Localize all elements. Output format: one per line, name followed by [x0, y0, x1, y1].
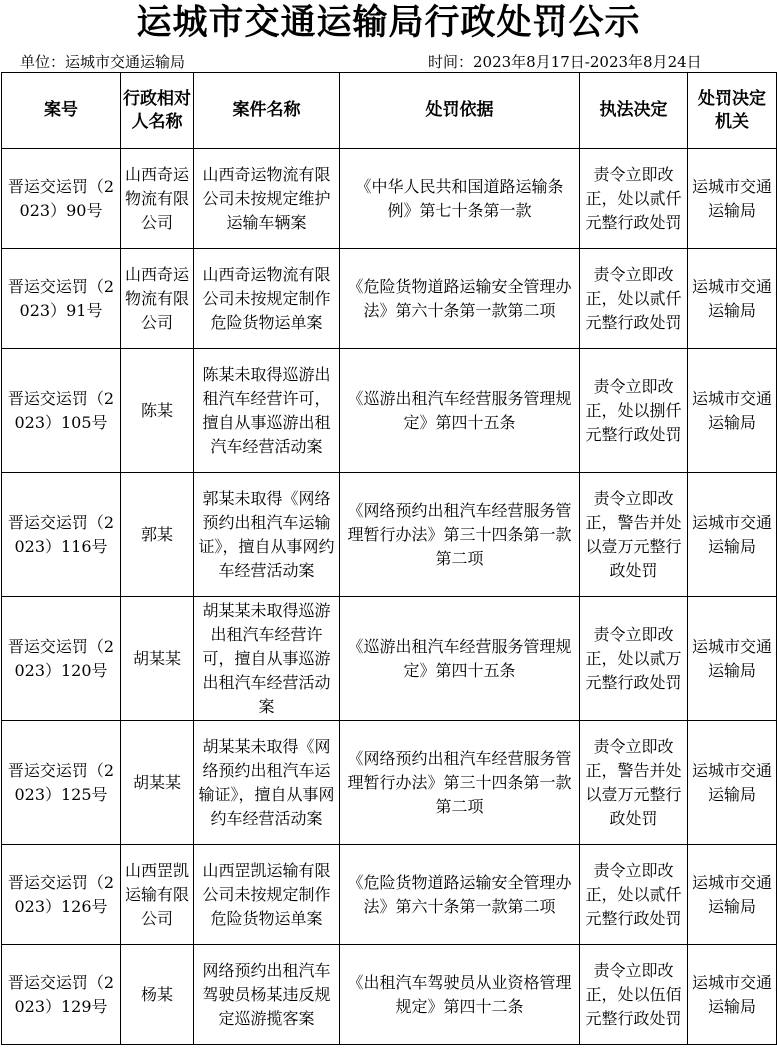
cell-case-name: 网络预约出租汽车驾驶员杨某违反规定巡游揽客案 [194, 945, 340, 1045]
cell-case-name: 胡某某未取得巡游出租汽车经营许可，擅自从事巡游出租汽车经营活动案 [194, 597, 340, 721]
cell-case-no: 晋运交运罚（2023）125号 [2, 721, 121, 845]
cell-basis: 《巡游出租汽车经营服务管理规定》第四十五条 [340, 597, 580, 721]
table-row [2, 249, 777, 349]
cell-basis: 《出租汽车驾驶员从业资格管理规定》第四十二条 [340, 945, 580, 1045]
meta-line [0, 46, 777, 72]
cell-authority: 运城市交通运输局 [688, 349, 777, 473]
header-basis: 处罚依据 [340, 73, 580, 149]
table-row [2, 473, 777, 597]
cell-decision: 责令立即改正，处以贰万元整行政处罚 [580, 597, 688, 721]
cell-case-no: 晋运交运罚（2023）120号 [2, 597, 121, 721]
table-row [2, 721, 777, 845]
cell-decision: 责令立即改正，处以伍佰元整行政处罚 [580, 945, 688, 1045]
cell-authority: 运城市交通运输局 [688, 845, 777, 945]
header-party: 行政相对人名称 [121, 73, 194, 149]
table-row [2, 349, 777, 473]
cell-party: 陈某 [121, 349, 194, 473]
cell-case-name: 山西罡凯运输有限公司未按规定制作危险货物运单案 [194, 845, 340, 945]
table-row [2, 597, 777, 721]
cell-case-no: 晋运交运罚（2023）91号 [2, 249, 121, 349]
cell-decision: 责令立即改正，警告并处以壹万元整行政处罚 [580, 721, 688, 845]
cell-decision: 责令立即改正，警告并处以壹万元整行政处罚 [580, 473, 688, 597]
time-range-label: 时间：2023年8月17日-2023年8月24日 [428, 53, 702, 71]
cell-case-name: 山西奇运物流有限公司未按规定维护运输车辆案 [194, 149, 340, 249]
cell-case-no: 晋运交运罚（2023）105号 [2, 349, 121, 473]
cell-basis: 《中华人民共和国道路运输条例》第七十条第一款 [340, 149, 580, 249]
table-row [2, 845, 777, 945]
cell-case-no: 晋运交运罚（2023）126号 [2, 845, 121, 945]
cell-case-name: 陈某未取得巡游出租汽车经营许可，擅自从事巡游出租汽车经营活动案 [194, 349, 340, 473]
header-case-name: 案件名称 [194, 73, 340, 149]
cell-basis: 《网络预约出租汽车经营服务管理暂行办法》第三十四条第一款第二项 [340, 473, 580, 597]
table-row [2, 945, 777, 1045]
cell-party: 山西奇运物流有限公司 [121, 249, 194, 349]
penalty-table [1, 72, 777, 1045]
unit-label: 单位：运城市交通运输局 [20, 53, 186, 71]
cell-authority: 运城市交通运输局 [688, 597, 777, 721]
cell-authority: 运城市交通运输局 [688, 249, 777, 349]
table-header-row [2, 73, 777, 149]
cell-decision: 责令立即改正，处以贰仟元整行政处罚 [580, 845, 688, 945]
cell-authority: 运城市交通运输局 [688, 721, 777, 845]
cell-case-no: 晋运交运罚（2023）129号 [2, 945, 121, 1045]
page-title: 运城市交通运输局行政处罚公示 [136, 2, 641, 43]
cell-authority: 运城市交通运输局 [688, 945, 777, 1045]
cell-party: 杨某 [121, 945, 194, 1045]
cell-basis: 《危险货物道路运输安全管理办法》第六十条第一款第二项 [340, 845, 580, 945]
cell-case-no: 晋运交运罚（2023）116号 [2, 473, 121, 597]
cell-basis: 《巡游出租汽车经营服务管理规定》第四十五条 [340, 349, 580, 473]
cell-decision: 责令立即改正，处以捌仟元整行政处罚 [580, 349, 688, 473]
cell-authority: 运城市交通运输局 [688, 473, 777, 597]
cell-case-name: 郭某未取得《网络预约出租汽车运输证》，擅自从事网约车经营活动案 [194, 473, 340, 597]
cell-party: 胡某某 [121, 597, 194, 721]
cell-case-name: 胡某某未取得《网络预约出租汽车运输证》，擅自从事网约车经营活动案 [194, 721, 340, 845]
cell-party: 山西罡凯运输有限公司 [121, 845, 194, 945]
cell-authority: 运城市交通运输局 [688, 149, 777, 249]
cell-case-no: 晋运交运罚（2023）90号 [2, 149, 121, 249]
header-case-no: 案号 [2, 73, 121, 149]
cell-decision: 责令立即改正，处以贰仟元整行政处罚 [580, 249, 688, 349]
cell-basis: 《危险货物道路运输安全管理办法》第六十条第一款第二项 [340, 249, 580, 349]
header-authority: 处罚决定机关 [688, 73, 777, 149]
table-row [2, 149, 777, 249]
cell-party: 郭某 [121, 473, 194, 597]
cell-basis: 《网络预约出租汽车经营服务管理暂行办法》第三十四条第一款第二项 [340, 721, 580, 845]
cell-party: 山西奇运物流有限公司 [121, 149, 194, 249]
header-decision: 执法决定 [580, 73, 688, 149]
cell-party: 胡某某 [121, 721, 194, 845]
cell-case-name: 山西奇运物流有限公司未按规定制作危险货物运单案 [194, 249, 340, 349]
cell-decision: 责令立即改正，处以贰仟元整行政处罚 [580, 149, 688, 249]
